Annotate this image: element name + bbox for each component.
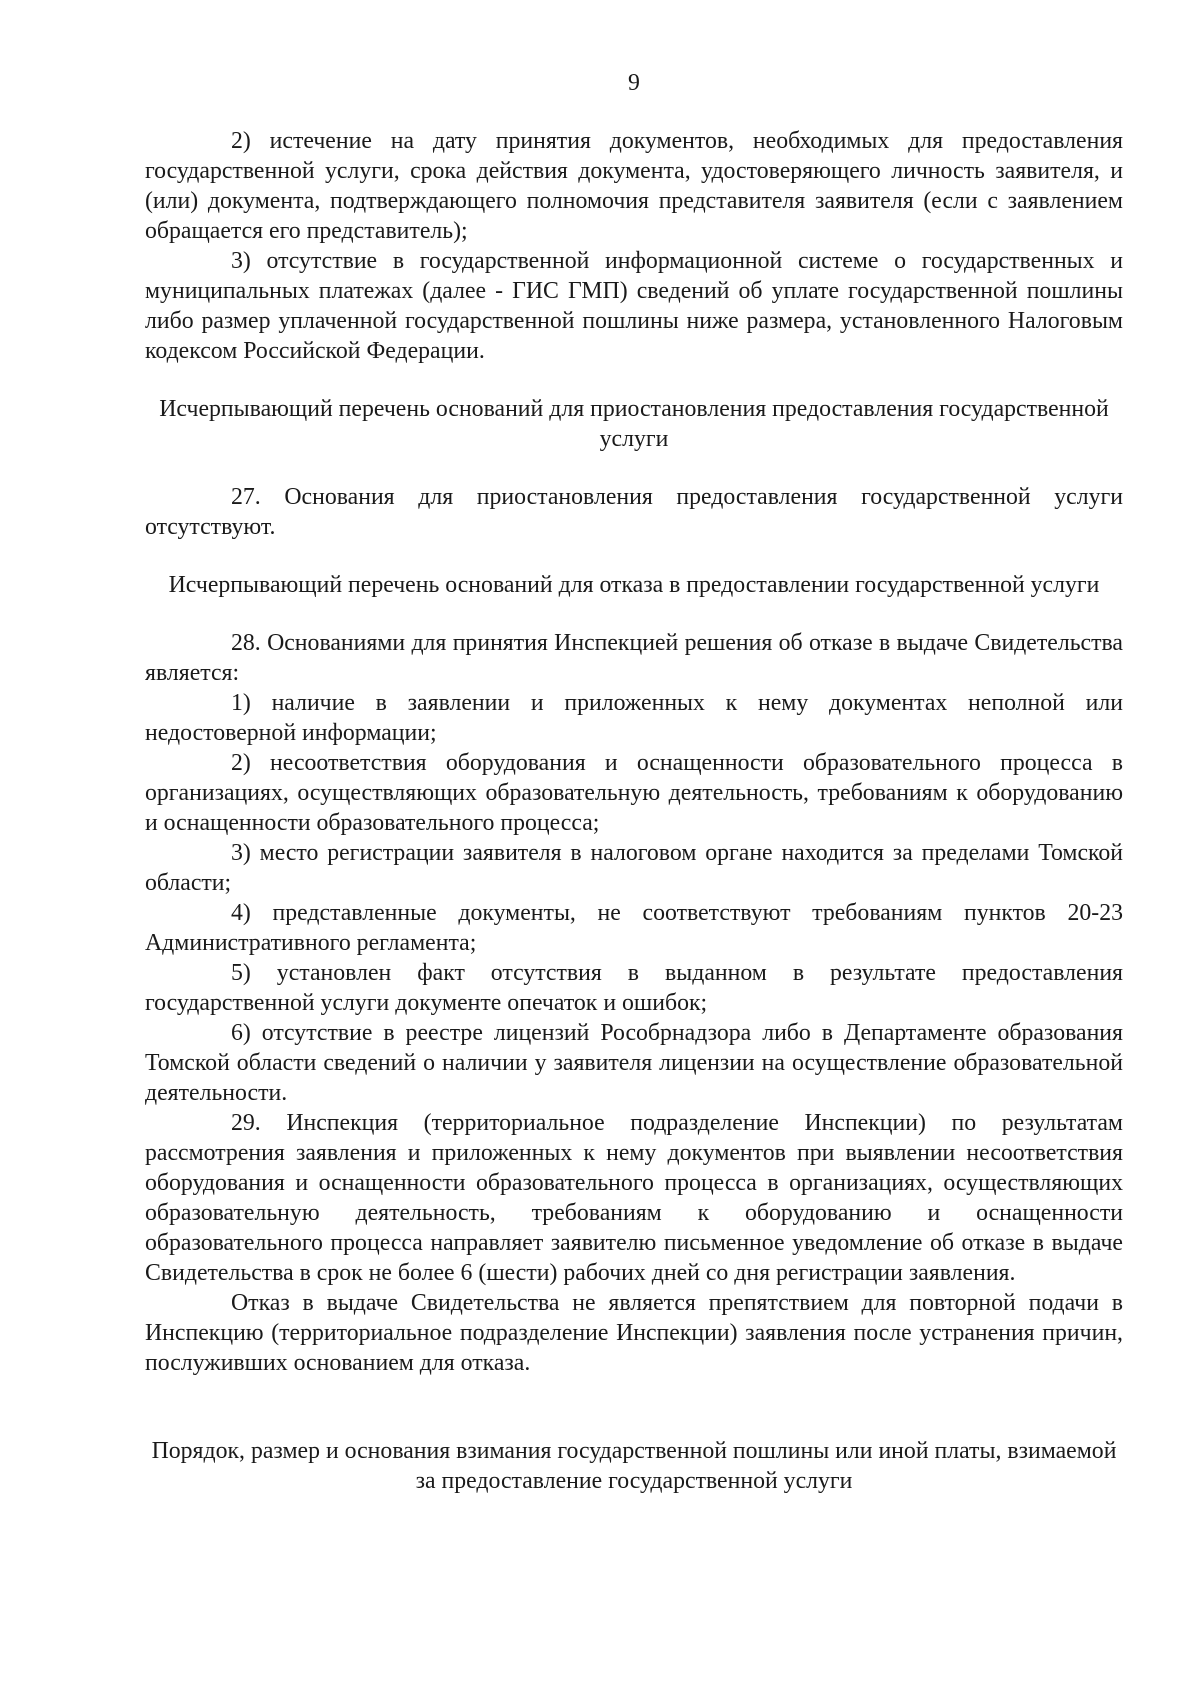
paragraph-28-item-6: 6) отсутствие в реестре лицензий Рособрнадзора либо в Департаменте образования Томской области сведений о наличии у заявителя лицензии на осуществление образовательной деятельности.: [145, 1020, 1123, 1106]
paragraph-28-item-1: 1) наличие в заявлении и приложенных к нему документах неполной или недостоверной информации;: [145, 690, 1123, 746]
paragraph-27: 27. Основания для приостановления предоставления государственной услуги отсутствуют.: [145, 484, 1123, 540]
heading-refusal-grounds: Исчерпывающий перечень оснований для отказа в предоставлении государственной услуги: [168, 572, 1100, 598]
heading-suspension-grounds: Исчерпывающий перечень оснований для приостановления предоставления государственной услуги: [159, 396, 1109, 452]
paragraph-item-3: 3) отсутствие в государственной информационной системе о государственных и муниципальных платежах (далее - ГИС ГМП) сведений об уплате государственной пошлины либо размер уплаченной государственной пошлины ниже размера, установленного Налоговым кодексом Российской Федерации.: [145, 248, 1123, 364]
paragraph-29: 29. Инспекция (территориальное подразделение Инспекции) по результатам рассмотрения заявления и приложенных к нему документов при выявлении несоответствия оборудования и оснащенности образовательного процесса в организациях, осуществляющих образовательную деятельность, требованиям к оборудованию и оснащенности образовательного процесса направляет заявителю письменное уведомление об отказе в выдаче Свидетельства в срок не более 6 (шести) рабочих дней со дня регистрации заявления.: [145, 1110, 1123, 1286]
paragraph-28: 28. Основаниями для принятия Инспекцией решения об отказе в выдаче Свидетельства является:: [145, 630, 1123, 686]
paragraph-refusal-note: Отказ в выдаче Свидетельства не является препятствием для повторной подачи в Инспекцию (территориальное подразделение Инспекции) заявления после устранения причин, послуживших основанием для отказа.: [145, 1290, 1123, 1376]
paragraph-28-item-3: 3) место регистрации заявителя в налоговом органе находится за пределами Томской области;: [145, 840, 1123, 896]
page-number: 9: [628, 70, 640, 96]
paragraph-item-2: 2) истечение на дату принятия документов, необходимых для предоставления государственной услуги, срока действия документа, удостоверяющего личность заявителя, и (или) документа, подтверждающего полномочия представителя заявителя (если с заявлением обращается его представитель);: [145, 128, 1123, 244]
paragraph-28-item-2: 2) несоответствия оборудования и оснащенности образовательного процесса в организациях, осуществляющих образовательную деятельность, требованиям к оборудованию и оснащенности образовательного процесса;: [145, 750, 1123, 836]
paragraph-28-item-5: 5) установлен факт отсутствия в выданном в результате предоставления государственной услуги документе опечаток и ошибок;: [145, 960, 1123, 1016]
document-page: [145, 68, 1123, 1496]
heading-fee: Порядок, размер и основания взимания государственной пошлины или иной платы, взимаемой за предоставление государственной услуги: [151, 1438, 1117, 1494]
paragraph-28-item-4: 4) представленные документы, не соответствуют требованиям пунктов 20-23 Административного регламента;: [145, 900, 1123, 956]
